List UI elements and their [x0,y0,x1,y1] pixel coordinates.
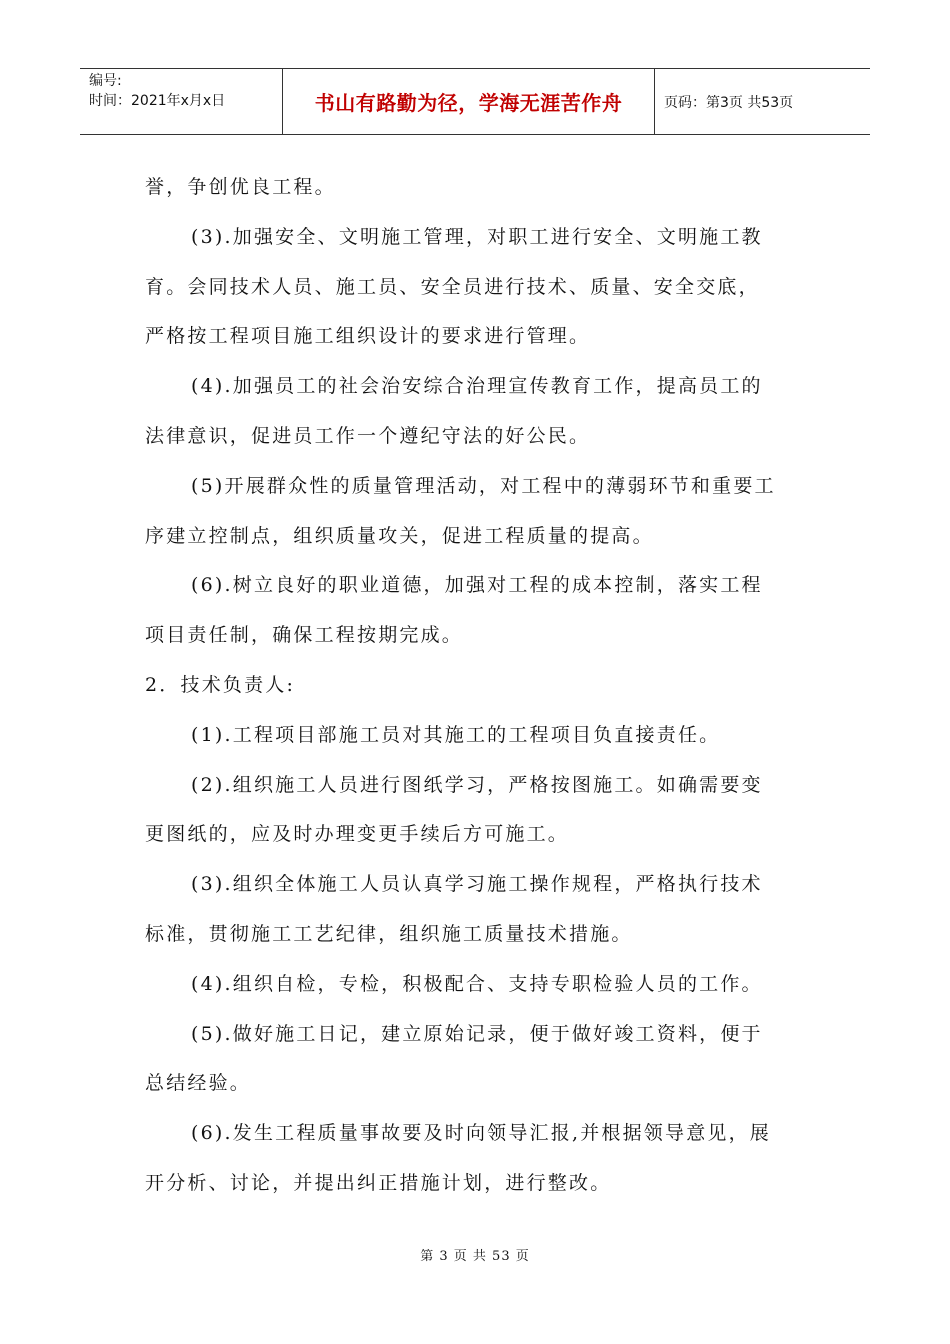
body-line: (6).发生工程质量事故要及时向领导汇报,并根据领导意见，展 [191,1122,771,1145]
body-line: 开分析、讨论，并提出纠正措施计划，进行整改。 [145,1171,612,1194]
body-line: (4).加强员工的社会治安综合治理宣传教育工作，提高员工的 [191,375,763,398]
body-line: (5)开展群众性的质量管理活动，对工程中的薄弱环节和重要工 [191,474,776,497]
body-line: (6).树立良好的职业道德，加强对工程的成本控制，落实工程 [191,574,763,597]
body-line: 标准，贯彻施工工艺纪律，组织施工质量技术措施。 [145,922,633,945]
body-line: 总结经验。 [145,1072,252,1095]
body-line: (3).加强安全、文明施工管理，对职工进行安全、文明施工教 [191,225,763,248]
body-line: 更图纸的，应及时办理变更手续后方可施工。 [145,823,570,846]
body-line: 法律意识，促进员工作一个遵纪守法的好公民。 [145,424,591,447]
page-header [80,68,870,135]
body-line: (5).做好施工日记，建立原始记录，便于做好竣工资料，便于 [191,1022,763,1045]
header-motto: 书山有路勤为径，学海无涯苦作舟 [283,69,655,134]
body-line: (1).工程项目部施工员对其施工的工程项目负直接责任。 [191,723,721,746]
body-line: (3).组织全体施工人员认真学习施工操作规程，严格执行技术 [191,873,763,896]
document-number-label: 编号: [89,73,122,89]
body-line: 项目责任制，确保工程按期完成。 [145,624,464,647]
body-line: 严格按工程项目施工组织设计的要求进行管理。 [145,325,591,348]
page-footer: 第 3 页 共 53 页 [420,1249,530,1264]
body-line: (2).组织施工人员进行图纸学习，严格按图施工。如确需要变 [191,773,763,796]
body-line: (4).组织自检，专检，积极配合、支持专职检验人员的工作。 [191,972,763,995]
document-body [145,163,810,1209]
header-meta [80,69,283,134]
body-line: 育。会同技术人员、施工员、安全员进行技术、质量、安全交底， [145,275,760,298]
body-line: 誉，争创优良工程。 [145,176,336,198]
header-page-number: 页码：第3页 共53页 [664,94,794,111]
document-date-label: 时间：2021年x月x日 [89,93,226,109]
body-line: 序建立控制点，组织质量攻关，促进工程质量的提高。 [145,524,654,547]
section-heading: 2．技术负责人: [145,673,296,696]
